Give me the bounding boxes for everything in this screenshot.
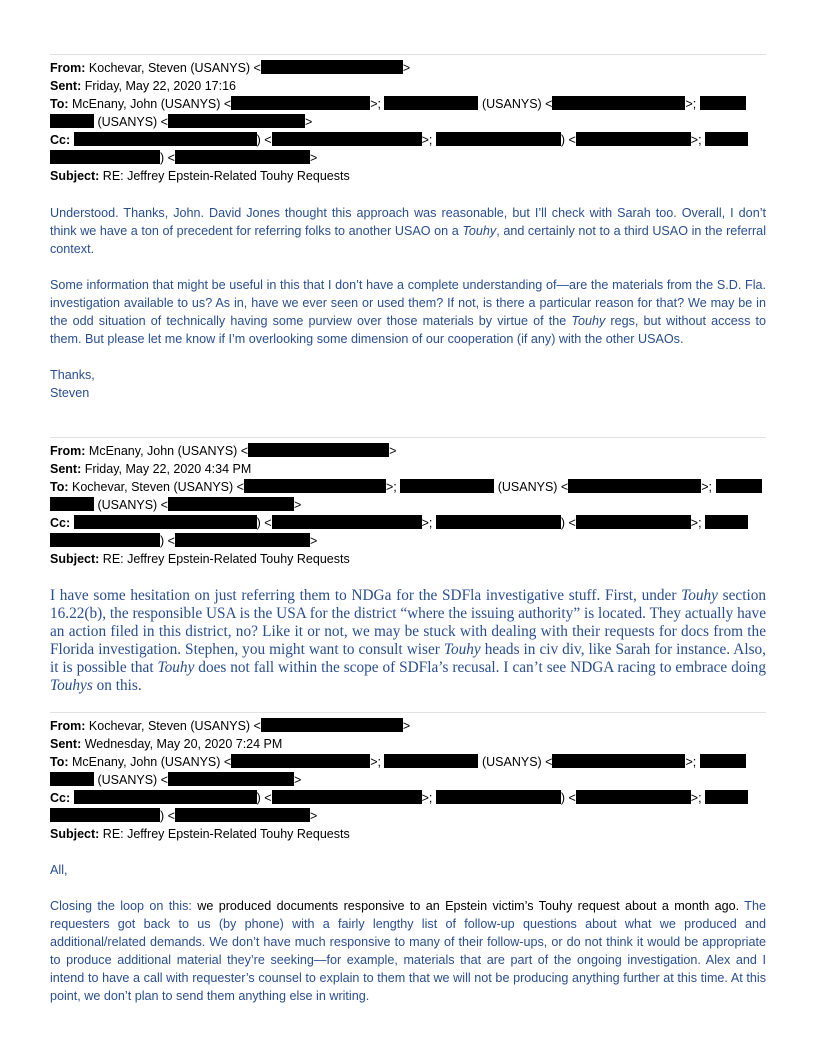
redaction: [248, 443, 389, 457]
signoff: Thanks,: [50, 368, 95, 382]
redaction: [261, 718, 403, 732]
cc-line: Cc: ) < >; ) < >;: [50, 131, 766, 149]
redaction: [175, 533, 310, 547]
redaction: [552, 96, 685, 110]
redaction: [272, 790, 422, 804]
redaction: [568, 479, 701, 493]
redaction: [700, 96, 746, 110]
subject-line: Subject: RE: Jeffrey Epstein-Related Touhy Requests: [50, 552, 350, 566]
redaction: [272, 515, 422, 529]
redaction: [168, 497, 294, 511]
redaction: [716, 479, 762, 493]
cc-line-cont: ) < >: [50, 149, 766, 167]
redaction: [50, 150, 160, 164]
body-paragraph: I have some hesitation on just referring them to NDGa for the SDFla investigative stuff. First, under Touhy section 16.22(b), the responsible USA is the USA for the district “where the issuing authority” is located. They actually have an action filed in this district, no? Like it or not, we may be stuck with dealing with their requests for docs from the Florida investigation. Stephen, you might want to consult wiser Touhy heads in civ div, like Sarah for instance. Also, it is possible that Touhy does not fall within the scope of SDFla’s recusal. I can’t see NDGA racing to embrace doing Touhys on this.: [50, 587, 767, 694]
redaction: [436, 132, 561, 146]
redaction: [50, 772, 94, 786]
from-line: From: Kochevar, Steven (USANYS) < >: [50, 719, 411, 733]
to-line-cont: (USANYS) < >: [50, 771, 766, 789]
to-line: To: McEnany, John (USANYS) < >; (USANYS) < >;: [50, 95, 766, 113]
redaction: [74, 515, 257, 529]
sent-line: Sent: Friday, May 22, 2020 4:34 PM: [50, 462, 252, 476]
redaction: [50, 533, 160, 547]
redaction: [50, 808, 160, 822]
subject-line: Subject: RE: Jeffrey Epstein-Related Touhy Requests: [50, 827, 350, 841]
cc-line: Cc: ) < >; ) < >;: [50, 514, 766, 532]
separator-rule: [50, 712, 766, 713]
redaction: [552, 754, 685, 768]
redaction: [50, 497, 94, 511]
redaction: [168, 772, 294, 786]
body-paragraph: Understood. Thanks, John. David Jones thought this approach was reasonable, but I’ll check with Sarah too. Overall, I don’t think we have a ton of precedent for referring folks to another USAO on a Touhy, and certainly not to a third USAO in the referral context.: [50, 206, 766, 256]
redaction: [175, 150, 310, 164]
redaction: [272, 132, 422, 146]
body-paragraph: Closing the loop on this: we produced documents responsive to an Epstein victim’s Touhy request about a month ago. The requesters got back to us (by phone) with a fairly lengthy list of follow-up questions about what we produced and additional/related demands. We don’t have much responsive to many of their follow-ups, or do not think it would be appropriate to produce additional material they’re seeking—for example, materials that are part of the ongoing investigation. Alex and I intend to have a call with requester’s counsel to explain to them that we will not be producing anything further at this time. At this point, we don’t plan to send them anything else in writing.: [50, 899, 766, 1003]
redaction: [400, 479, 494, 493]
redaction: [384, 754, 478, 768]
from-line: From: Kochevar, Steven (USANYS) < >: [50, 61, 411, 75]
redaction: [50, 114, 94, 128]
signature: Steven: [50, 386, 90, 400]
redaction: [231, 754, 370, 768]
to-line-cont: (USANYS) < >: [50, 113, 766, 131]
redaction: [74, 132, 257, 146]
cc-line: Cc: ) < >; ) < >;: [50, 789, 766, 807]
redaction: [244, 479, 386, 493]
to-line: To: Kochevar, Steven (USANYS) < >; (USANYS) < >;: [50, 478, 766, 496]
redaction: [705, 132, 748, 146]
email-header: [50, 442, 766, 568]
from-line: From: McEnany, John (USANYS) < >: [50, 444, 397, 458]
greeting: All,: [50, 863, 68, 877]
redaction: [168, 114, 305, 128]
redaction: [261, 60, 403, 74]
to-line-cont: (USANYS) < >: [50, 496, 766, 514]
cc-line-cont: ) < >: [50, 532, 766, 550]
email-header: [50, 59, 766, 185]
redaction: [74, 790, 257, 804]
email-body: [50, 861, 766, 1005]
redaction: [436, 515, 561, 529]
email-body: [50, 587, 766, 694]
cc-line-cont: ) < >: [50, 807, 766, 825]
redaction: [576, 132, 691, 146]
separator-rule: [50, 54, 766, 55]
body-paragraph: Some information that might be useful in this that I don’t have a complete understanding of—are the materials from the S.D. Fla. investigation available to us? As in, have we ever seen or used them? If not, is there a particular reason for that? We may be in the odd situation of technically having some purview over those materials by virtue of the Touhy regs, but without access to them. But please let me know if I’m overlooking some dimension of our cooperation (if any) with the other USAOs.: [50, 278, 766, 346]
redaction: [576, 790, 691, 804]
redaction: [576, 515, 691, 529]
redaction: [384, 96, 478, 110]
to-line: To: McEnany, John (USANYS) < >; (USANYS) < >;: [50, 753, 766, 771]
separator-rule: [50, 437, 766, 438]
email-body: [50, 204, 766, 402]
redaction: [175, 808, 310, 822]
sent-line: Sent: Friday, May 22, 2020 17:16: [50, 79, 236, 93]
subject-line: Subject: RE: Jeffrey Epstein-Related Touhy Requests: [50, 169, 350, 183]
redaction: [705, 790, 748, 804]
sent-line: Sent: Wednesday, May 20, 2020 7:24 PM: [50, 737, 283, 751]
redaction: [231, 96, 370, 110]
redaction: [700, 754, 746, 768]
email-header: [50, 717, 766, 843]
redaction: [705, 515, 748, 529]
redaction: [436, 790, 561, 804]
